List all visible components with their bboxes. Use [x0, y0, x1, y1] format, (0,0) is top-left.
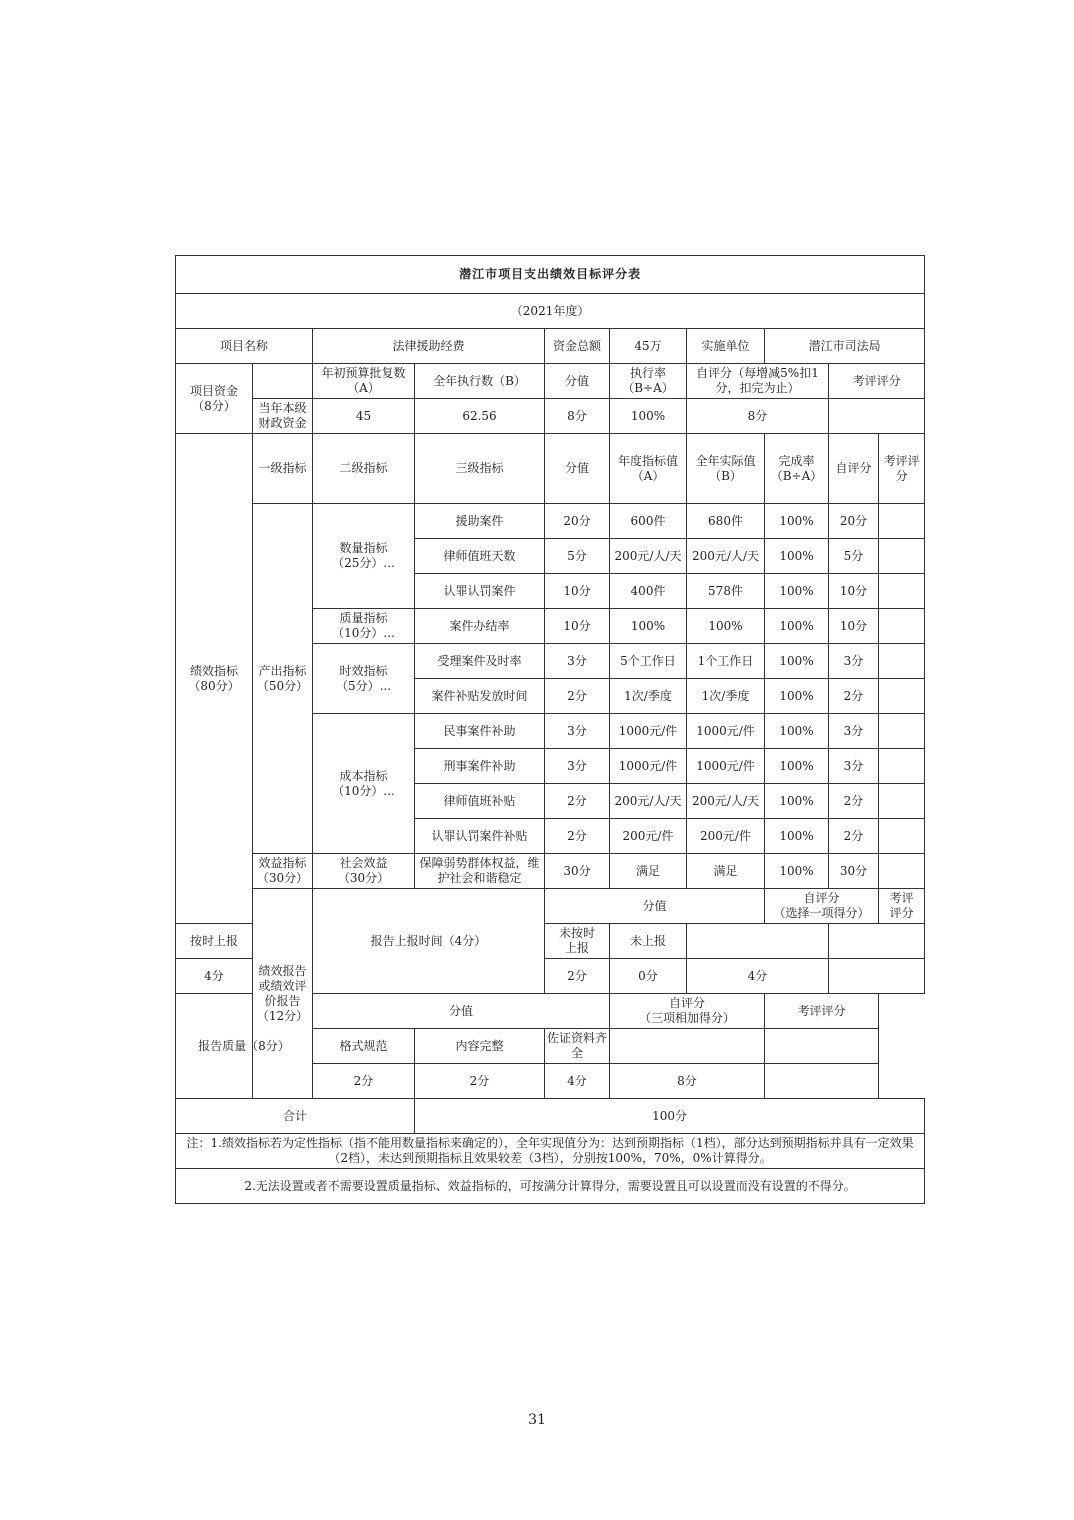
indicator-score: 2分 — [545, 679, 610, 714]
indicator-rate: 100% — [765, 749, 829, 784]
indicator-actual: 1000元/件 — [687, 714, 765, 749]
self-score-header: 自评分 — [829, 434, 879, 504]
indicator-review-score — [879, 539, 925, 574]
total-funds-label: 资金总额 — [545, 329, 610, 364]
performance-report-label: 绩效报告或绩效评价报告（12分） — [253, 889, 313, 1099]
indicator-actual: 680件 — [687, 504, 765, 539]
indicator-review-score — [879, 609, 925, 644]
not-reported-score: 0分 — [610, 959, 687, 994]
indicator-name: 民事案件补助 — [415, 714, 545, 749]
indicator-score: 30分 — [545, 854, 610, 889]
execution-rate-header: 执行率（B÷A） — [610, 364, 687, 399]
indicator-actual: 578件 — [687, 574, 765, 609]
report-quality-self-header: 自评分 （三项相加得分） — [610, 994, 765, 1029]
indicator-self-score: 30分 — [829, 854, 879, 889]
indicator-review-score — [879, 784, 925, 819]
indicator-name: 援助案件 — [415, 504, 545, 539]
indicator-rate: 100% — [765, 574, 829, 609]
indicator-score: 10分 — [545, 609, 610, 644]
quality-indicator-label: 质量指标 （10分）... — [313, 609, 415, 644]
total-value: 100分 — [415, 1099, 925, 1134]
page-number: 31 — [528, 1412, 546, 1428]
indicator-target: 400件 — [610, 574, 687, 609]
budget-header: 年初预算批复数（A） — [313, 364, 415, 399]
report-time-self-header: 自评分 （选择一项得分） — [765, 889, 879, 924]
indicator-review-score — [879, 574, 925, 609]
indicator-score: 2分 — [545, 819, 610, 854]
on-time-score: 4分 — [176, 959, 253, 994]
indicator-score: 3分 — [545, 644, 610, 679]
level3-header: 三级指标 — [415, 434, 545, 504]
indicator-review-score — [879, 504, 925, 539]
indicator-self-score: 3分 — [829, 644, 879, 679]
total-funds-value: 45万 — [610, 329, 687, 364]
report-quality-label: 报告质量（8分） — [176, 994, 313, 1099]
note-1: 注：1.绩效指标若为定性指标（指不能用数量指标来确定的），全年实现值分为：达到预期指标（1档），部分达到预期指标并具有一定效果（2档），未达到预期指标且效果较差（3档），分别按100%，70%，0%计算得分。 — [176, 1134, 925, 1169]
indicator-name: 保障弱势群体权益，维护社会和谐稳定 — [415, 854, 545, 889]
note-2: 2.无法设置或者不需要设置质量指标、效益指标的，可按满分计算得分，需要设置且可以设置而没有设置的不得分。 — [176, 1169, 925, 1204]
report-time-self-blank — [687, 924, 829, 959]
report-time-self-score: 4分 — [687, 959, 829, 994]
table-row — [176, 504, 925, 539]
indicator-review-score — [879, 854, 925, 889]
funds-score-header: 分值 — [545, 364, 610, 399]
indicator-target: 1000元/件 — [610, 714, 687, 749]
page-title: 潜江市项目支出绩效目标评分表 — [176, 256, 925, 294]
indicator-rate: 100% — [765, 609, 829, 644]
indicator-actual: 满足 — [687, 854, 765, 889]
indicator-target: 满足 — [610, 854, 687, 889]
report-quality-score-header: 分值 — [313, 994, 610, 1029]
report-time-review-header: 考评 评分 — [879, 889, 925, 924]
indicator-self-score: 2分 — [829, 819, 879, 854]
report-quality-review-score — [765, 1064, 879, 1099]
evidence-option: 佐证资料齐 全 — [545, 1029, 610, 1064]
indicator-review-score — [879, 644, 925, 679]
indicator-name: 案件办结率 — [415, 609, 545, 644]
on-time-option: 按时上报 — [176, 924, 253, 959]
project-funds-label: 项目资金 （8分） — [176, 364, 253, 434]
year-label: （2021年度） — [176, 294, 925, 329]
indicator-name: 律师值班天数 — [415, 539, 545, 574]
indicator-target: 100% — [610, 609, 687, 644]
funds-blank-cell — [253, 364, 313, 399]
indicator-score-header: 分值 — [545, 434, 610, 504]
indicator-review-score — [879, 679, 925, 714]
output-indicator-label: 产出指标 （50分） — [253, 504, 313, 854]
late-option: 未按时 上报 — [545, 924, 610, 959]
late-score: 2分 — [545, 959, 610, 994]
indicator-rate: 100% — [765, 504, 829, 539]
report-time-review-score — [829, 959, 925, 994]
indicator-target: 1次/季度 — [610, 679, 687, 714]
project-name-value: 法律援助经费 — [313, 329, 545, 364]
indicator-score: 5分 — [545, 539, 610, 574]
funds-self-score-value: 8分 — [687, 399, 829, 434]
funds-review-header: 考评评分 — [829, 364, 925, 399]
indicator-self-score: 10分 — [829, 574, 879, 609]
indicator-rate: 100% — [765, 819, 829, 854]
indicator-score: 3分 — [545, 749, 610, 784]
benefit-indicator-label: 效益指标 （30分） — [253, 854, 313, 889]
indicator-self-score: 20分 — [829, 504, 879, 539]
content-score: 2分 — [415, 1064, 545, 1099]
indicator-rate: 100% — [765, 784, 829, 819]
indicator-review-score — [879, 714, 925, 749]
indicator-target: 5个工作日 — [610, 644, 687, 679]
indicator-self-score: 5分 — [829, 539, 879, 574]
indicator-name: 受理案件及时率 — [415, 644, 545, 679]
indicator-actual: 1000元/件 — [687, 749, 765, 784]
budget-value: 45 — [313, 399, 415, 434]
completion-rate-header: 完成率（B÷A） — [765, 434, 829, 504]
indicator-score: 20分 — [545, 504, 610, 539]
indicator-self-score: 2分 — [829, 784, 879, 819]
indicator-rate: 100% — [765, 714, 829, 749]
indicator-target: 200元/件 — [610, 819, 687, 854]
indicator-rate: 100% — [765, 679, 829, 714]
fiscal-funds-label: 当年本级财政资金 — [253, 399, 313, 434]
indicator-actual: 200元/人/天 — [687, 539, 765, 574]
indicator-name: 律师值班补贴 — [415, 784, 545, 819]
indicator-actual: 1次/季度 — [687, 679, 765, 714]
indicator-actual: 100% — [687, 609, 765, 644]
implementing-unit-label: 实施单位 — [687, 329, 765, 364]
indicator-score: 3分 — [545, 714, 610, 749]
indicator-actual: 1个工作日 — [687, 644, 765, 679]
report-time-score-header: 分值 — [545, 889, 765, 924]
project-name-label: 项目名称 — [176, 329, 313, 364]
indicator-actual: 200元/人/天 — [687, 784, 765, 819]
performance-indicators-label: 绩效指标 （80分） — [176, 434, 253, 924]
report-time-label: 报告上报时间（4分） — [313, 889, 545, 994]
indicator-self-score: 3分 — [829, 749, 879, 784]
cost-indicator-label: 成本指标 （10分）... — [313, 714, 415, 854]
indicator-rate: 100% — [765, 854, 829, 889]
indicator-self-score: 2分 — [829, 679, 879, 714]
indicator-review-score — [879, 819, 925, 854]
indicator-target: 600件 — [610, 504, 687, 539]
report-time-review-cell — [829, 924, 925, 959]
table-row — [176, 854, 925, 889]
total-label: 合计 — [176, 1099, 415, 1134]
execution-header: 全年执行数（B） — [415, 364, 545, 399]
performance-score-table — [175, 255, 925, 1204]
execution-rate-value: 100% — [610, 399, 687, 434]
format-score: 2分 — [313, 1064, 415, 1099]
not-reported-option: 未上报 — [610, 924, 687, 959]
indicator-rate: 100% — [765, 644, 829, 679]
indicator-self-score: 10分 — [829, 609, 879, 644]
indicator-target: 1000元/件 — [610, 749, 687, 784]
indicator-score: 2分 — [545, 784, 610, 819]
indicator-target: 200元/人/天 — [610, 539, 687, 574]
time-indicator-label: 时效指标 （5分）... — [313, 644, 415, 714]
funds-self-score-header: 自评分（每增减5%扣1分，扣完为止） — [687, 364, 829, 399]
report-quality-review-header: 考评评分 — [765, 994, 879, 1029]
indicator-self-score: 3分 — [829, 714, 879, 749]
target-value-header: 年度指标值（A） — [610, 434, 687, 504]
indicator-name: 认罪认罚案件补贴 — [415, 819, 545, 854]
indicator-review-score — [879, 749, 925, 784]
evidence-score: 4分 — [545, 1064, 610, 1099]
review-score-header: 考评评分 — [879, 434, 925, 504]
funds-review-value — [829, 399, 925, 434]
indicator-target: 200元/人/天 — [610, 784, 687, 819]
report-quality-self-blank — [610, 1029, 765, 1064]
quantity-indicator-label: 数量指标 （25分）... — [313, 504, 415, 609]
indicator-name: 认罪认罚案件 — [415, 574, 545, 609]
indicator-name: 刑事案件补助 — [415, 749, 545, 784]
indicator-rate: 100% — [765, 539, 829, 574]
level2-header: 二级指标 — [313, 434, 415, 504]
execution-value: 62.56 — [415, 399, 545, 434]
implementing-unit-value: 潜江市司法局 — [765, 329, 925, 364]
indicator-score: 10分 — [545, 574, 610, 609]
funds-score-value: 8分 — [545, 399, 610, 434]
report-quality-review-cell — [765, 1029, 879, 1064]
indicator-name: 案件补贴发放时间 — [415, 679, 545, 714]
report-quality-self-score: 8分 — [610, 1064, 765, 1099]
level1-header: 一级指标 — [253, 434, 313, 504]
content-option: 内容完整 — [415, 1029, 545, 1064]
indicator-actual: 200元/件 — [687, 819, 765, 854]
format-option: 格式规范 — [313, 1029, 415, 1064]
social-benefit-label: 社会效益 （30分） — [313, 854, 415, 889]
actual-value-header: 全年实际值（B） — [687, 434, 765, 504]
